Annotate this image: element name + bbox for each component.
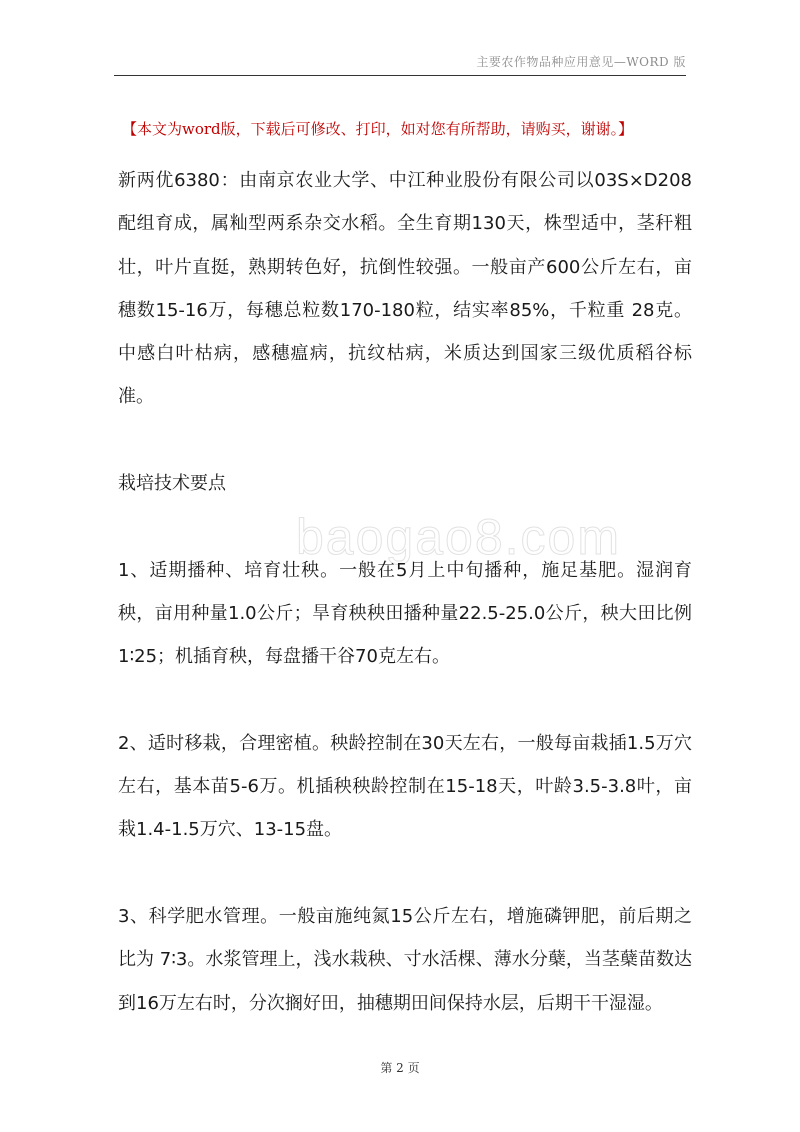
paragraph-gap xyxy=(118,419,692,462)
header-divider xyxy=(114,75,686,76)
intro-paragraph: 新两优6380：由南京农业大学、中江种业股份有限公司以03S×D208配组育成，属籼型两系杂交水稻。全生育期130天，株型适中，茎秆粗壮，叶片直挺，熟期转色好，抗倒性较强。一般亩产600公斤左右，亩穗数15-16万，每穗总粒数170-180粒，结实率85%，千粒重 28克。中感白叶枯病，感穗瘟病，抗纹枯病，米质达到国家三级优质稻谷标准。 xyxy=(118,170,692,408)
page-number: 第 2 页 xyxy=(380,1061,420,1075)
download-notice: 【本文为word版，下载后可修改、打印，如对您有所帮助，请购买，谢谢。】 xyxy=(122,120,634,138)
paragraph-gap xyxy=(118,505,692,548)
page-header-title: 主要农作物品种应用意见—WORD 版 xyxy=(476,55,686,69)
document-body xyxy=(118,159,692,1025)
point-1-paragraph: 1、适期播种、培育壮秧。一般在5月上中旬播种，施足基肥。湿润育秧，亩用种量1.0公斤；旱育秧秧田播种量22.5-25.0公斤，秧大田比例1∶25；机插育秧，每盘播干谷70克左右。 xyxy=(118,559,692,668)
paragraph-gap xyxy=(118,852,692,895)
paragraph-gap xyxy=(118,679,692,722)
section-heading: 栽培技术要点 xyxy=(118,473,226,495)
point-2-paragraph: 2、适时移栽，合理密植。秧龄控制在30天左右，一般每亩栽插1.5万穴左右，基本苗5-6万。机插秧秧龄控制在15-18天，叶龄3.5-3.8叶，亩栽1.4-1.5万穴、13-15盘。 xyxy=(118,732,692,841)
watermark: baogao8.com xyxy=(296,509,622,565)
point-3-paragraph: 3、科学肥水管理。一般亩施纯氮15公斤左右，增施磷钾肥，前后期之比为 7∶3。水浆管理上，浅水栽秧、寸水活棵、薄水分蘖，当茎蘖苗数达到16万左右时，分次搁好田，抽穗期田间保持水层，后期干干湿湿。 xyxy=(118,906,692,1014)
